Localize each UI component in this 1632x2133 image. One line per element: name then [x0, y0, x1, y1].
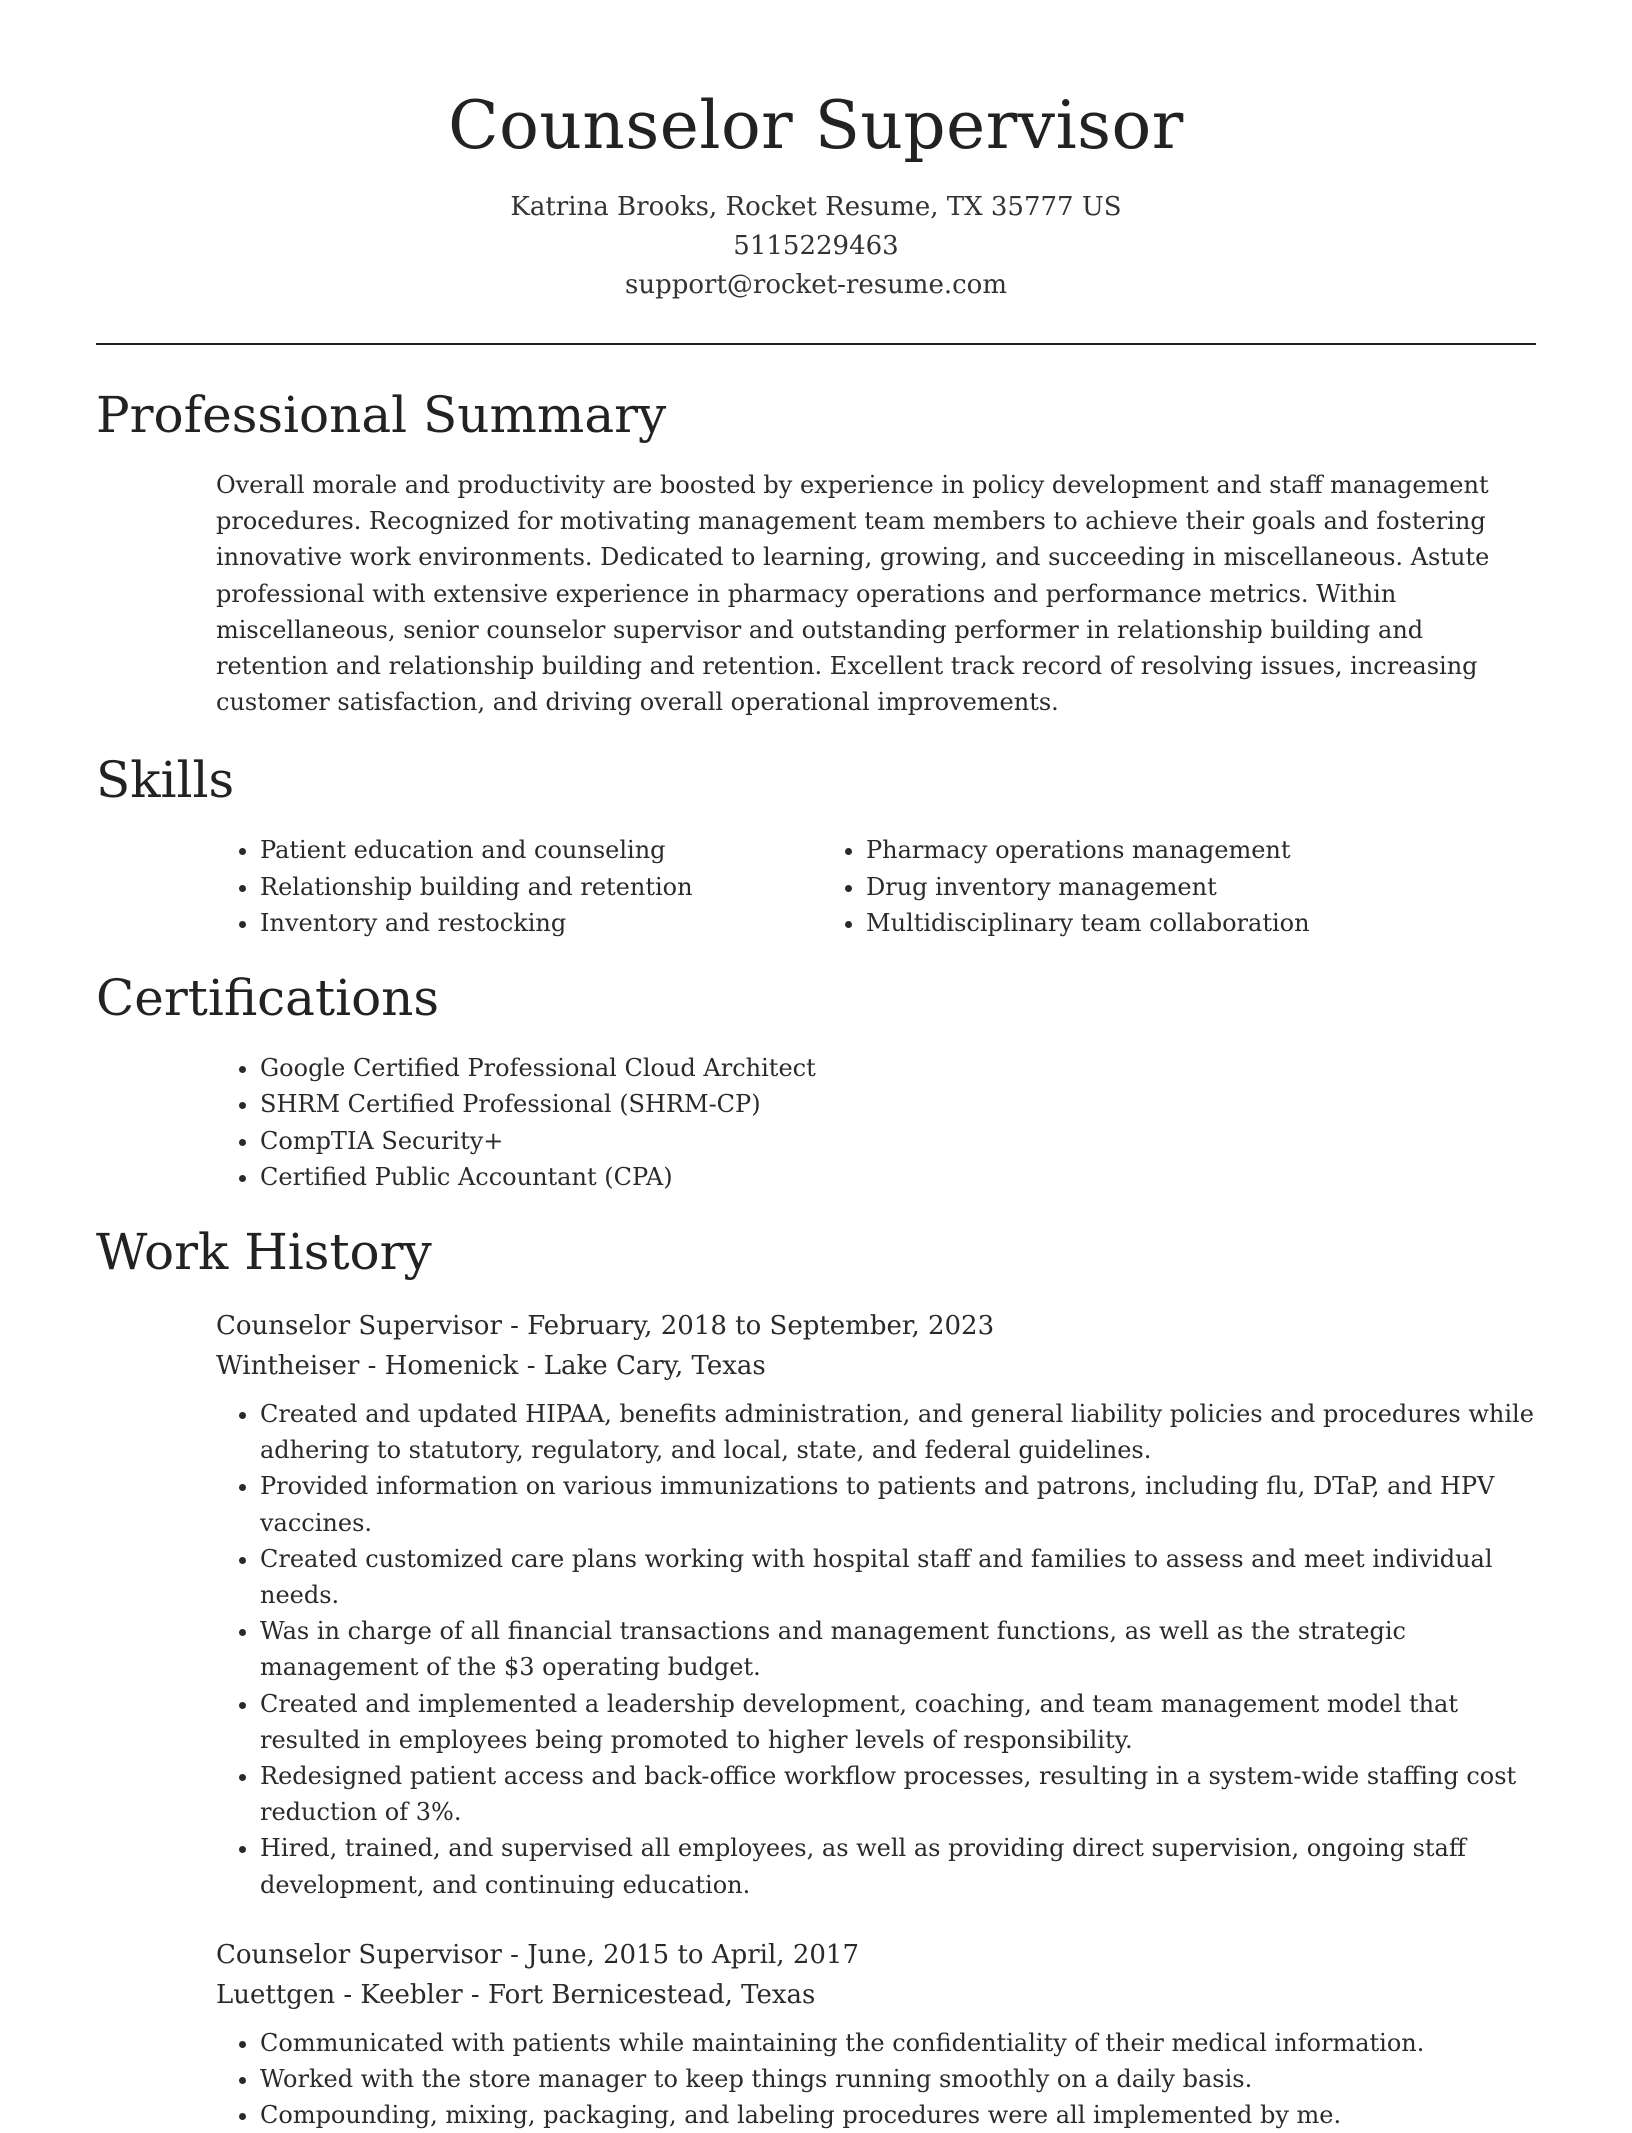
job-entry	[216, 1935, 1536, 2133]
certifications-section	[96, 942, 1536, 1196]
job-location: - Lake Cary, Texas	[518, 1350, 766, 1381]
skills-heading: Skills	[96, 751, 235, 810]
job-entry	[216, 1306, 1536, 1903]
certifications-list-wrap	[216, 1050, 1536, 1196]
work-history-section	[96, 1196, 1536, 2133]
job-bullet: • Redesigned patient access and back-office workflow processes, resulting in a system-wide staffing cost reduction of 3%.	[260, 1758, 1536, 1830]
skill-item: • Drug inventory management	[866, 869, 1428, 906]
contact-info	[96, 188, 1536, 305]
summary-section	[96, 353, 1536, 720]
contact-address: Katrina Brooks, Rocket Resume, TX 35777 US	[510, 192, 1122, 222]
job-bullet: • Was in charge of all financial transactions and management functions, as well as the strategic management of the $3 operating budget.	[260, 1613, 1536, 1685]
job-dates: - February, 2018 to September, 2023	[501, 1310, 995, 1341]
job-bullet: • Created customized care plans working with hospital staff and families to assess and meet individual needs.	[260, 1541, 1536, 1613]
summary-heading: Professional Summary	[96, 386, 667, 444]
skill-item: • Pharmacy operations management	[866, 832, 1428, 869]
contact-phone: 5115229463	[733, 231, 899, 261]
skill-item: • Multidisciplinary team collaboration	[866, 905, 1428, 942]
job-title: Counselor Supervisor	[216, 1939, 502, 1970]
certification-item: • SHRM Certified Professional (SHRM-CP)	[260, 1086, 1536, 1123]
work-history-heading: Work History	[96, 1222, 432, 1281]
job-bullet: • Compounding, mixing, packaging, and labeling procedures were all implemented by me.	[260, 2097, 1536, 2133]
skills-left-list	[216, 832, 822, 942]
header-divider	[96, 343, 1536, 345]
job-title-line	[216, 1935, 1536, 1975]
certification-item: • CompTIA Security+	[260, 1123, 1536, 1160]
job-bullet: • Provided information on various immunizations to patients and patrons, including flu, DTaP, and HPV vaccines.	[260, 1468, 1536, 1540]
job-company-line	[216, 1346, 1536, 1386]
job-bullet: • Hired, trained, and supervised all employees, as well as providing direct supervision, ongoing staff development, and continuing education.	[260, 1830, 1536, 1902]
job-bullet-list	[216, 1396, 1536, 1903]
skills-right-list	[822, 832, 1428, 942]
job-bullet-list	[216, 2025, 1536, 2133]
certification-item: • Google Certified Professional Cloud Architect	[260, 1050, 1536, 1087]
resume-header	[96, 0, 1536, 305]
skills-columns	[216, 832, 1536, 942]
skill-item: • Relationship building and retention	[260, 869, 822, 906]
job-company: Luettgen - Keebler	[216, 1979, 463, 2010]
resume-page	[96, 0, 1536, 2133]
job-bullet: • Worked with the store manager to keep things running smoothly on a daily basis.	[260, 2061, 1536, 2097]
job-dates: - June, 2015 to April, 2017	[501, 1939, 859, 1970]
job-title: Counselor Supervisor	[216, 1310, 502, 1341]
summary-text: Overall morale and productivity are boosted by experience in policy development and staff management procedures. Recognized for motivating management team members to achieve their goals and fostering innovative work environments. Dedicated to learning, growing, and succeeding in miscellaneous. Astute professional with extensive experience in pharmacy operations and performance metrics. Within miscellaneous, senior counselor supervisor and outstanding performer in relationship building and retention and relationship building and retention. Excellent track record of resolving issues, increasing customer satisfaction, and driving overall operational improvements.	[216, 471, 1490, 717]
job-company-line	[216, 1975, 1536, 2015]
certifications-list	[216, 1050, 1536, 1196]
job-title-line	[216, 1306, 1536, 1346]
job-bullet: • Communicated with patients while maintaining the confidentiality of their medical information.	[260, 2025, 1536, 2061]
contact-email: support@rocket-resume.com	[624, 270, 1007, 300]
skill-item: • Inventory and restocking	[260, 905, 822, 942]
skills-section	[96, 720, 1536, 942]
skill-item: • Patient education and counseling	[260, 832, 822, 869]
job-bullet: • Created and updated HIPAA, benefits administration, and general liability policies and procedures while adhering to statutory, regulatory, and local, state, and federal guidelines.	[260, 1396, 1536, 1468]
job-location: - Fort Bernicestead, Texas	[462, 1979, 816, 2010]
job-bullets-wrap	[216, 1396, 1536, 1903]
certifications-heading: Certifications	[96, 968, 440, 1027]
certification-item: • Certified Public Accountant (CPA)	[260, 1159, 1536, 1196]
job-bullets-wrap	[216, 2025, 1536, 2133]
job-bullet: • Created and implemented a leadership development, coaching, and team management model that resulted in employees being promoted to higher levels of responsibility.	[260, 1686, 1536, 1758]
resume-name: Counselor Supervisor	[448, 87, 1184, 164]
job-company: Wintheiser - Homenick	[216, 1350, 519, 1381]
